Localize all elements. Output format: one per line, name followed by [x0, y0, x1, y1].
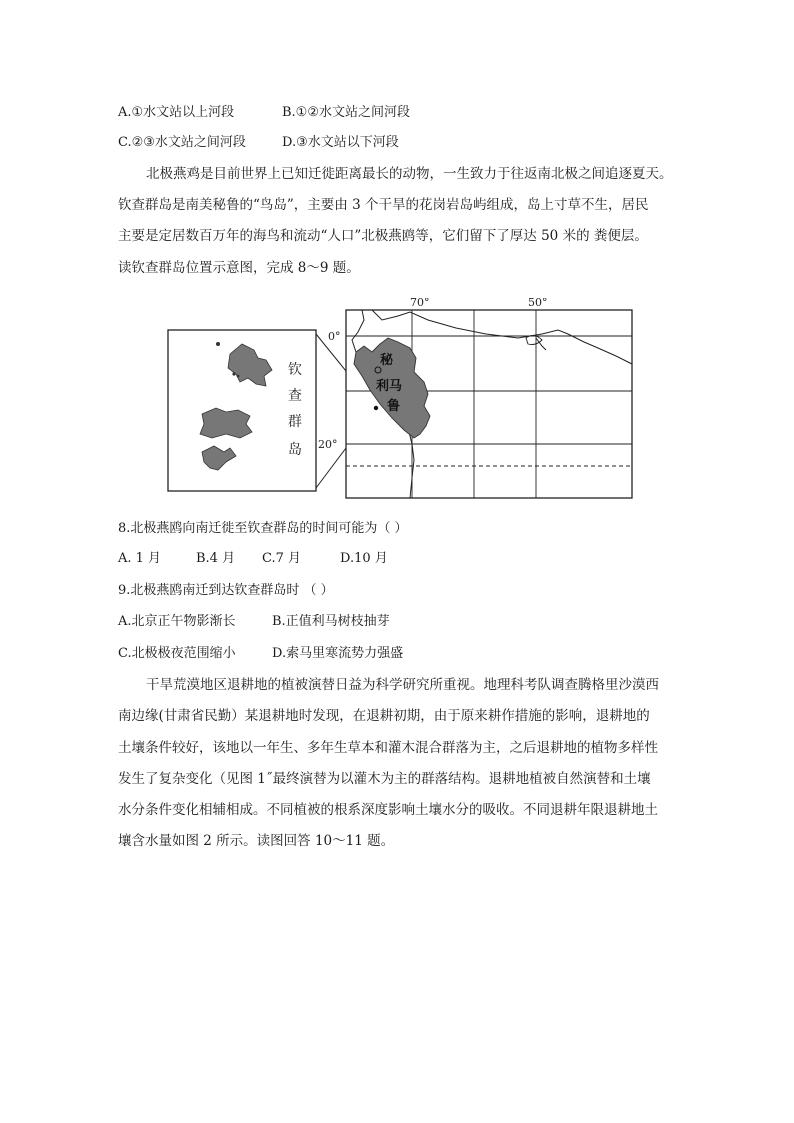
- passage2-line-2: 南边缘(甘肃省民勤）某退耕地时发现，在退耕初期，由于原来耕作措施的影响，退耕地的: [118, 708, 650, 724]
- passage2-line-6: 壤含水量如图 2 所示。读图回答 10～11 题。: [118, 833, 395, 849]
- inset-label-2: 查: [288, 388, 302, 404]
- q9-stem: 9.北极燕鸥南迁到达钦查群岛时 （ ）: [118, 583, 334, 598]
- peru-label-1: 秘: [380, 353, 394, 368]
- q9-option-a: A.北京正午物影渐长: [118, 614, 236, 629]
- chincha-point: [374, 406, 378, 410]
- passage1-line-4: 读钦查群岛位置示意图，完成 8～9 题。: [118, 260, 360, 276]
- q8-option-c: C.7 月: [262, 551, 302, 566]
- q9-option-c: C.北极极夜范围缩小: [118, 646, 236, 661]
- islet-2: [232, 372, 235, 375]
- passage1-line-1: 北极燕鸡是目前世界上已知迁徙距离最长的动物，一生致力于往返南北极之间追逐夏天。: [146, 166, 673, 182]
- chincha-islands-location-map: [166, 298, 636, 503]
- inset-label-3: 群: [288, 414, 302, 430]
- q9-option-d: D.索马里寒流势力强盛: [272, 646, 404, 661]
- peru-label-2: 鲁: [387, 399, 401, 414]
- inset-label-4: 岛: [288, 442, 302, 458]
- inset-label-1: 钦: [288, 362, 302, 378]
- passage2-line-4: 发生了复杂变化（见图 1˝最终演替为以灌木为主的群落结构。退耕地植被自然演替和土壤: [118, 771, 651, 787]
- q8-stem: 8.北极燕鸥向南迁徙至钦查群岛的时间可能为（ ）: [118, 521, 408, 536]
- passage2-line-1: 干旱荒漠地区退耕地的植被演替日益为科学研究所重视。地理科考队调查腾格里沙漠西: [146, 677, 659, 693]
- lon-label-50: 50°: [528, 298, 548, 309]
- passage1-line-2: 钦查群岛是南美秘鲁的“鸟岛”，主要由 3 个干旱的花岗岩岛屿组成，岛上寸草不生，居民: [118, 197, 649, 213]
- q7-option-b: B.①②水文站之间河段: [282, 105, 410, 120]
- q7-option-c: C.②③水文站之间河段: [118, 135, 246, 150]
- passage2-line-5: 水分条件变化相辅相成。不同植被的根系深度影响土壤水分的吸收。不同退耕年限退耕地土: [118, 802, 658, 818]
- lon-label-70: 70°: [410, 298, 430, 309]
- q7-option-d: D.③水文站以下河段: [282, 135, 399, 150]
- lima-label: 利马: [376, 379, 403, 394]
- q8-option-a: A. 1 月: [118, 551, 162, 566]
- q8-option-b: B.4 月: [196, 551, 236, 566]
- lat-label-20: 20°: [318, 438, 338, 451]
- q7-option-a: A.①水文站以上河段: [118, 105, 235, 120]
- islet-1: [216, 342, 220, 346]
- lat-label-0: 0°: [328, 330, 341, 343]
- q9-option-b: B.正值利马树枝抽芽: [272, 614, 390, 629]
- passage1-line-3: 主要是定居数百万年的海鸟和流动“人口”北极燕鸥等，它们留下了厚达 50 米的 粪便层。: [118, 228, 648, 244]
- islet-3: [237, 375, 240, 378]
- q8-option-d: D.10 月: [340, 551, 388, 566]
- passage2-line-3: 土壤条件较好，该地以一年生、多年生草本和灌木混合群落为主，之后退耕地的植物多样性: [118, 740, 658, 756]
